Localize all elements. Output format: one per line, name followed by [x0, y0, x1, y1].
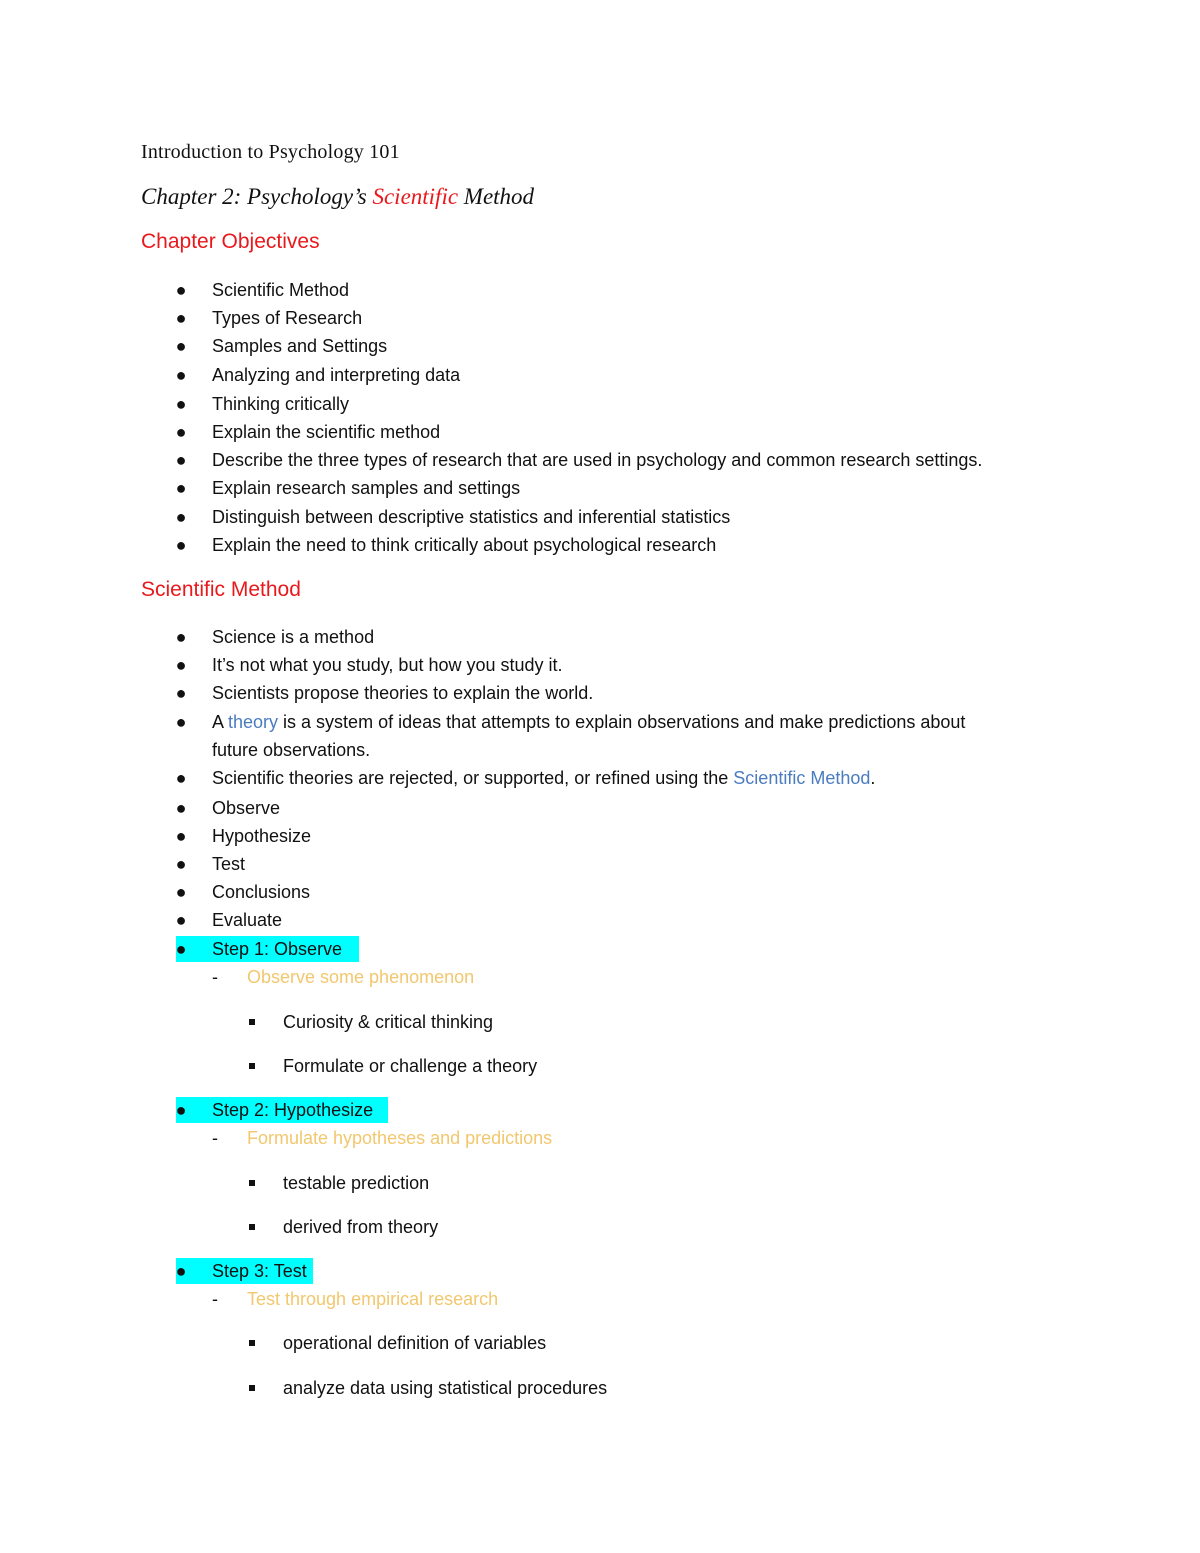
square-bullet: [249, 1019, 255, 1025]
square-bullet: [249, 1063, 255, 1069]
method-heading: Scientific Method: [141, 578, 301, 601]
square-bullet: [249, 1180, 255, 1186]
scientific-method-term: Scientific Method: [733, 768, 871, 788]
step-detail: Formulate or challenge a theory: [283, 1056, 538, 1076]
document-page: Introduction to Psychology 101 Chapter 2: Psychology’s Scientific Method Chapter Objectives ● Scientific Method ● Types of Research ● Samples and Settings ● Analyzing and interpreting data ● Thinking critically ● Explain the scientific method ● Describe the three types of research that are used in psychology and common research settings. ● Explain research samples and settings ● Distinguish between descriptive statistics and inferential statistics ● Explain the need to think critically about psychological research Scientific Method ● Science is a method ● It’s not what you study, but how you study it. ● Scientists propose theories to explain the world. ● A theory is a system of ideas that attempts to explain observations and make predictions about future observations. ● Scientific theories are rejected, or supported, or refined using the Scientific Method. ● Observe ● Hypothesize ● Test ● Conclusions ● Evaluate ● Step 1: Observe - Observe some phenomenon Curiosity & critical thinking Formulate or challenge a theory ● Step 2: Hypothesize - Formulate hypotheses and predictions testable prediction derived from theory ● Step 3: Test - Test through empirical research operational definition of variables analyze data using statistical procedures: [0, 0, 1200, 1553]
step-detail: Curiosity & critical thinking: [283, 1012, 494, 1032]
chapter-title: [141, 184, 534, 210]
step-detail: analyze data using statistical procedures: [283, 1378, 608, 1398]
step-detail: operational definition of variables: [283, 1333, 547, 1353]
square-bullet: [249, 1224, 255, 1230]
dash-marker: -: [212, 1289, 218, 1309]
chapter-title-highlight: Scientific: [372, 184, 459, 209]
step-description: Observe some phenomenon: [247, 967, 475, 987]
dash-marker: -: [212, 1128, 218, 1148]
chapter-title-prefix: Chapter 2: Psychology’s: [141, 184, 373, 209]
theory-term: theory: [228, 712, 279, 732]
course-title: Introduction to Psychology 101: [141, 141, 400, 163]
step-description: Formulate hypotheses and predictions: [247, 1128, 553, 1148]
dash-marker: -: [212, 967, 218, 987]
chapter-title-suffix: Method: [458, 184, 535, 209]
objectives-heading: Chapter Objectives: [141, 230, 320, 253]
step-detail: derived from theory: [283, 1217, 439, 1237]
square-bullet: [249, 1340, 255, 1346]
step-description: Test through empirical research: [247, 1289, 499, 1309]
step-detail: testable prediction: [283, 1173, 430, 1193]
square-bullet: [249, 1385, 255, 1391]
